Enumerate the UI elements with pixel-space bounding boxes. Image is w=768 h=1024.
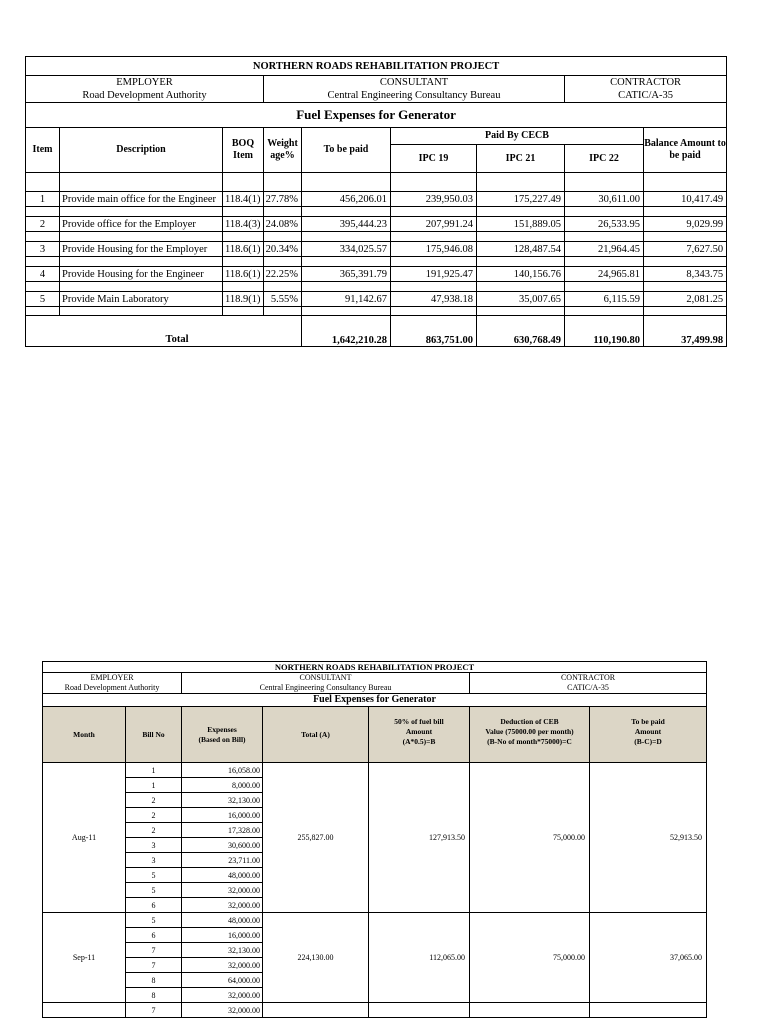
expense-cell: 64,000.00 [182, 973, 263, 988]
bill-no-cell: 6 [126, 928, 182, 943]
header-balance-amount: Balance Amount to be paid [644, 128, 727, 173]
half-fuel-bill-cell [369, 1003, 470, 1018]
row-boq-item: 118.4(3) [223, 217, 264, 232]
consultant-label: CONSULTANT [264, 76, 565, 90]
deduction-cell [470, 1003, 590, 1018]
bill-row [43, 763, 707, 778]
row-balance: 8,343.75 [644, 267, 727, 282]
row-description: Provide office for the Employer [60, 217, 223, 232]
total-label: Total [165, 334, 189, 345]
summary-row [26, 217, 727, 232]
expense-cell: 8,000.00 [182, 778, 263, 793]
bill-no-cell: 8 [126, 973, 182, 988]
expense-cell: 23,711.00 [182, 853, 263, 868]
col-total-a: Total (A) [263, 707, 369, 763]
expense-cell: 48,000.00 [182, 868, 263, 883]
bill-no-cell: 2 [126, 808, 182, 823]
summary-row [26, 292, 727, 307]
half-fuel-bill-cell: 127,913.50 [369, 763, 470, 913]
to-be-paid-cell: 52,913.50 [590, 763, 707, 913]
consultant-label-2: CONSULTANT [182, 673, 470, 684]
row-boq-item: 118.4(1) [223, 192, 264, 207]
row-to-be-paid: 91,142.67 [302, 292, 391, 307]
expense-cell: 16,000.00 [182, 808, 263, 823]
expense-cell: 48,000.00 [182, 913, 263, 928]
total-to-be-paid: 1,642,210.28 [302, 316, 391, 347]
total-ipc22: 110,190.80 [565, 316, 644, 347]
employer-name: Road Development Authority [26, 89, 264, 103]
expense-cell: 32,000.00 [182, 1003, 263, 1018]
row-ipc22: 30,611.00 [565, 192, 644, 207]
half-fuel-bill-cell: 112,065.00 [369, 913, 470, 1003]
row-ipc21: 151,889.05 [477, 217, 565, 232]
bill-row [43, 1003, 707, 1018]
row-boq-item: 118.6(1) [223, 267, 264, 282]
row-to-be-paid: 456,206.01 [302, 192, 391, 207]
row-balance: 7,627.50 [644, 242, 727, 257]
summary-row [26, 267, 727, 282]
row-item: 5 [26, 292, 60, 307]
summary-row [26, 192, 727, 207]
row-ipc21: 128,487.54 [477, 242, 565, 257]
row-weightage: 24.08% [264, 217, 302, 232]
header-ipc19: IPC 19 [391, 145, 477, 173]
project-title: NORTHERN ROADS REHABILITATION PROJECT [26, 57, 727, 76]
row-ipc22: 6,115.59 [565, 292, 644, 307]
row-ipc22: 21,964.45 [565, 242, 644, 257]
row-weightage: 22.25% [264, 267, 302, 282]
expense-cell: 32,130.00 [182, 943, 263, 958]
row-weightage: 5.55% [264, 292, 302, 307]
bill-no-cell: 3 [126, 838, 182, 853]
row-description: Provide Housing for the Engineer [60, 267, 223, 282]
col-month: Month [43, 707, 126, 763]
to-be-paid-cell [590, 1003, 707, 1018]
bill-no-cell: 3 [126, 853, 182, 868]
bill-no-cell: 7 [126, 958, 182, 973]
report-title-2: Fuel Expenses for Generator [43, 694, 707, 707]
header-paid-by-cecb: Paid By CECB [391, 128, 644, 145]
header-weightage: Weight age% [264, 128, 302, 173]
header-item: Item [26, 128, 60, 173]
contractor-name: CATIC/A-35 [565, 89, 727, 103]
month-total-cell: 224,130.00 [263, 913, 369, 1003]
row-weightage: 20.34% [264, 242, 302, 257]
col-to-be-paid: To be paid Amount (B-C)=D [590, 707, 707, 763]
total-ipc21: 630,768.49 [477, 316, 565, 347]
header-ipc21: IPC 21 [477, 145, 565, 173]
expense-cell: 32,000.00 [182, 958, 263, 973]
row-weightage: 27.78% [264, 192, 302, 207]
row-ipc19: 191,925.47 [391, 267, 477, 282]
bill-no-cell: 5 [126, 868, 182, 883]
row-description: Provide Housing for the Employer [60, 242, 223, 257]
row-description: Provide Main Laboratory [60, 292, 223, 307]
bill-no-cell: 1 [126, 763, 182, 778]
fuel-expenses-summary-table [25, 56, 727, 347]
row-item: 3 [26, 242, 60, 257]
consultant-name: Central Engineering Consultancy Bureau [264, 89, 565, 103]
row-balance: 10,417.49 [644, 192, 727, 207]
col-bill-no: Bill No [126, 707, 182, 763]
month-total-cell: 255,827.00 [263, 763, 369, 913]
bill-no-cell: 5 [126, 883, 182, 898]
col-expenses: Expenses (Based on Bill) [182, 707, 263, 763]
col-half-fuel-bill: 50% of fuel bill Amount (A*0.5)=B [369, 707, 470, 763]
row-ipc21: 35,007.65 [477, 292, 565, 307]
total-ipc19: 863,751.00 [391, 316, 477, 347]
to-be-paid-cell: 37,065.00 [590, 913, 707, 1003]
row-ipc19: 239,950.03 [391, 192, 477, 207]
row-to-be-paid: 395,444.23 [302, 217, 391, 232]
row-to-be-paid: 334,025.57 [302, 242, 391, 257]
bill-no-cell: 7 [126, 1003, 182, 1018]
row-ipc19: 207,991.24 [391, 217, 477, 232]
total-balance: 37,499.98 [644, 316, 727, 347]
month-total-cell [263, 1003, 369, 1018]
bill-no-cell: 5 [126, 913, 182, 928]
employer-label-2: EMPLOYER [43, 673, 182, 684]
report-title: Fuel Expenses for Generator [26, 103, 727, 128]
month-cell: Aug-11 [43, 763, 126, 913]
bill-no-cell: 8 [126, 988, 182, 1003]
expense-cell: 30,600.00 [182, 838, 263, 853]
row-ipc21: 140,156.76 [477, 267, 565, 282]
employer-name-2: Road Development Authority [43, 683, 182, 694]
consultant-name-2: Central Engineering Consultancy Bureau [182, 683, 470, 694]
row-balance: 2,081.25 [644, 292, 727, 307]
expense-cell: 16,058.00 [182, 763, 263, 778]
header-to-be-paid: To be paid [302, 128, 391, 173]
month-cell: Sep-11 [43, 913, 126, 1003]
deduction-cell: 75,000.00 [470, 763, 590, 913]
row-item: 2 [26, 217, 60, 232]
employer-label: EMPLOYER [26, 76, 264, 90]
contractor-name-2: CATIC/A-35 [470, 683, 707, 694]
bill-no-cell: 2 [126, 823, 182, 838]
bill-no-cell: 7 [126, 943, 182, 958]
month-cell [43, 1003, 126, 1018]
contractor-label-2: CONTRACTOR [470, 673, 707, 684]
expense-cell: 32,000.00 [182, 988, 263, 1003]
row-ipc21: 175,227.49 [477, 192, 565, 207]
bill-row [43, 913, 707, 928]
row-boq-item: 118.9(1) [223, 292, 264, 307]
expense-cell: 32,000.00 [182, 883, 263, 898]
expense-cell: 32,000.00 [182, 898, 263, 913]
header-ipc22: IPC 22 [565, 145, 644, 173]
expense-cell: 17,328.00 [182, 823, 263, 838]
row-boq-item: 118.6(1) [223, 242, 264, 257]
row-ipc22: 26,533.95 [565, 217, 644, 232]
expense-cell: 32,130.00 [182, 793, 263, 808]
row-balance: 9,029.99 [644, 217, 727, 232]
contractor-label: CONTRACTOR [565, 76, 727, 90]
project-title-2: NORTHERN ROADS REHABILITATION PROJECT [43, 662, 707, 673]
header-boq-item: BOQ Item [223, 128, 264, 173]
deduction-cell: 75,000.00 [470, 913, 590, 1003]
row-ipc22: 24,965.81 [565, 267, 644, 282]
row-ipc19: 47,938.18 [391, 292, 477, 307]
bill-no-cell: 1 [126, 778, 182, 793]
row-to-be-paid: 365,391.79 [302, 267, 391, 282]
bill-no-cell: 2 [126, 793, 182, 808]
fuel-bill-detail-table [42, 661, 707, 1018]
row-item: 4 [26, 267, 60, 282]
col-deduction: Deduction of CEB Value (75000.00 per month) (B-No of month*75000)=C [470, 707, 590, 763]
header-description: Description [60, 128, 223, 173]
row-ipc19: 175,946.08 [391, 242, 477, 257]
bill-no-cell: 6 [126, 898, 182, 913]
summary-row [26, 242, 727, 257]
expense-cell: 16,000.00 [182, 928, 263, 943]
row-description: Provide main office for the Engineer [60, 192, 223, 207]
row-item: 1 [26, 192, 60, 207]
